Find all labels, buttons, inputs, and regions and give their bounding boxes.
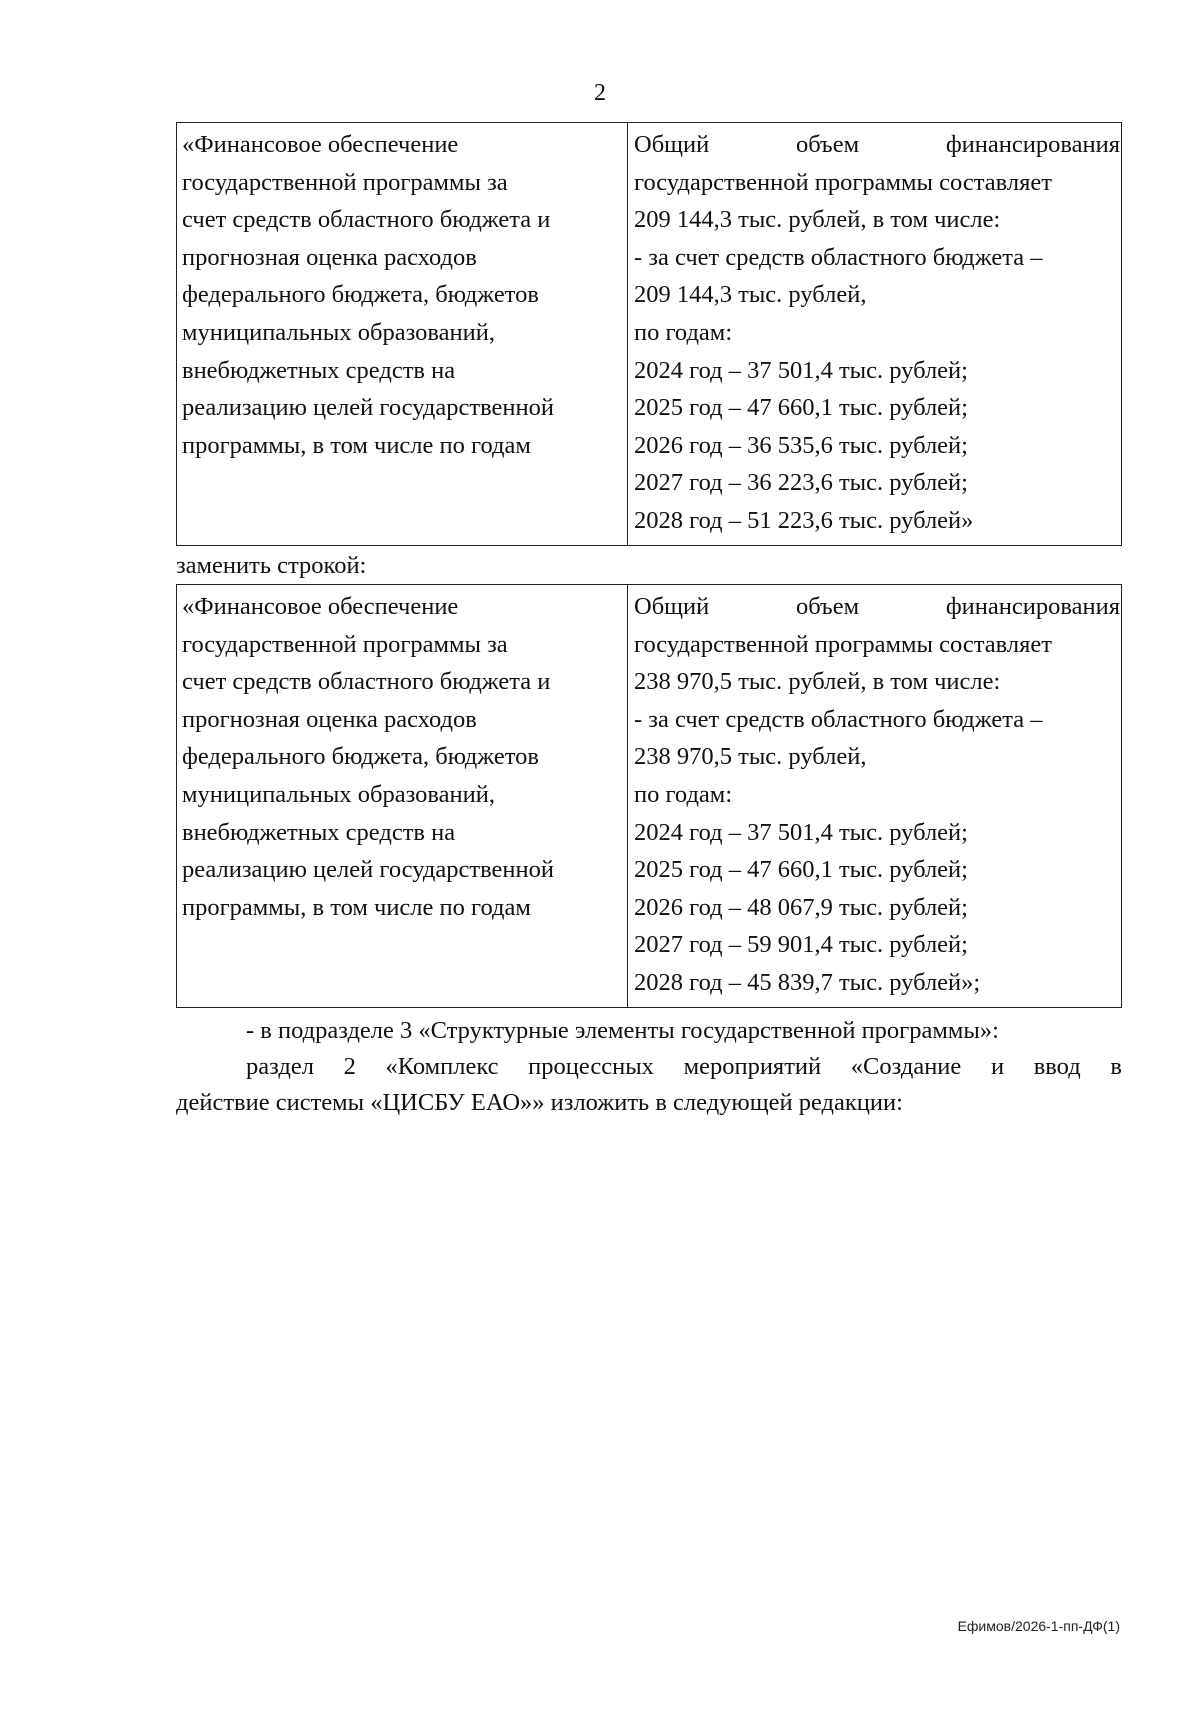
- bullet-paragraph: - в подразделе 3 «Структурные элементы государственной программы»:: [246, 1017, 999, 1044]
- value-heading-line: [634, 126, 1120, 164]
- value-word: Общий: [634, 593, 710, 620]
- value-line: - за счет средств областного бюджета –: [634, 705, 1043, 733]
- label-line: реализацию целей государственной: [182, 856, 554, 884]
- section-word: ввод: [1033, 1053, 1081, 1080]
- section-word: в: [1110, 1053, 1122, 1080]
- section-word: процессных: [528, 1053, 654, 1080]
- year-amount-line: 2027 год – 59 901,4 тыс. рублей;: [634, 931, 968, 959]
- value-line: по годам:: [634, 780, 733, 808]
- year-amount-line: 2026 год – 36 535,6 тыс. рублей;: [634, 431, 968, 459]
- table-row: [177, 585, 1122, 1008]
- label-line: внебюджетных средств на: [182, 818, 456, 846]
- section-paragraph-line: действие системы «ЦИСБУ ЕАО»» изложить в следующей редакции:: [176, 1089, 903, 1116]
- value-line: 209 144,3 тыс. рублей,: [634, 281, 867, 309]
- funding-table-new: [176, 584, 1122, 1008]
- year-amount-line: 2024 год – 37 501,4 тыс. рублей;: [634, 818, 968, 846]
- value-word: объем: [795, 131, 860, 158]
- value-line: 209 144,3 тыс. рублей, в том числе:: [634, 206, 1001, 234]
- year-amount-line: 2024 год – 37 501,4 тыс. рублей;: [634, 356, 968, 384]
- label-line: «Финансовое обеспечение: [182, 131, 459, 158]
- label-line: программы, в том числе по годам: [182, 431, 531, 459]
- value-line: по годам:: [634, 318, 733, 346]
- funding-value-cell: [628, 123, 1122, 546]
- value-word: объем: [795, 593, 860, 620]
- label-line: реализацию целей государственной: [182, 394, 554, 422]
- label-line: федерального бюджета, бюджетов: [182, 743, 539, 771]
- label-line: внебюджетных средств на: [182, 356, 456, 384]
- section-paragraph: [176, 1049, 1122, 1121]
- value-line: 238 970,5 тыс. рублей,: [634, 743, 867, 771]
- value-heading-line: [634, 588, 1120, 626]
- table-row: [177, 123, 1122, 546]
- funding-table-old: [176, 122, 1122, 546]
- year-amount-line: 2026 год – 48 067,9 тыс. рублей;: [634, 893, 968, 921]
- year-amount-line: 2027 год – 36 223,6 тыс. рублей;: [634, 469, 968, 497]
- document-code: Ефимов/2026-1-пп-ДФ(1): [957, 1618, 1120, 1634]
- section-paragraph-line: [176, 1049, 1122, 1085]
- page-number: 2: [594, 80, 606, 106]
- funding-label-cell: [177, 123, 628, 546]
- label-line: государственной программы за: [182, 630, 508, 658]
- year-amount-line: 2028 год – 45 839,7 тыс. рублей»;: [634, 968, 981, 996]
- funding-label-cell: [177, 585, 628, 1008]
- section-word: мероприятий: [683, 1053, 822, 1080]
- section-word: «Создание: [850, 1053, 962, 1080]
- label-line: прогнозная оценка расходов: [182, 705, 477, 733]
- value-word: финансирования: [945, 131, 1120, 158]
- section-word: раздел: [246, 1053, 314, 1080]
- year-amount-line: 2025 год – 47 660,1 тыс. рублей;: [634, 856, 968, 884]
- section-word: 2: [343, 1053, 356, 1080]
- section-word: и: [990, 1053, 1005, 1080]
- value-word: Общий: [634, 131, 710, 158]
- label-line: программы, в том числе по годам: [182, 893, 531, 921]
- value-line: государственной программы составляет: [634, 630, 1052, 658]
- year-amount-line: 2028 год – 51 223,6 тыс. рублей»: [634, 506, 974, 534]
- replace-label: заменить строкой:: [176, 552, 367, 579]
- value-line: 238 970,5 тыс. рублей, в том числе:: [634, 668, 1001, 696]
- funding-value-cell: [628, 585, 1122, 1008]
- label-line: счет средств областного бюджета и: [182, 668, 551, 696]
- label-line: прогнозная оценка расходов: [182, 243, 477, 271]
- value-line: государственной программы составляет: [634, 168, 1052, 196]
- label-line: счет средств областного бюджета и: [182, 206, 551, 234]
- label-line: муниципальных образований,: [182, 318, 495, 346]
- value-line: - за счет средств областного бюджета –: [634, 243, 1043, 271]
- year-amount-line: 2025 год – 47 660,1 тыс. рублей;: [634, 394, 968, 422]
- label-line: «Финансовое обеспечение: [182, 593, 459, 620]
- label-line: государственной программы за: [182, 168, 508, 196]
- label-line: муниципальных образований,: [182, 780, 495, 808]
- value-word: финансирования: [945, 593, 1120, 620]
- section-word: «Комплекс: [385, 1053, 499, 1080]
- label-line: федерального бюджета, бюджетов: [182, 281, 539, 309]
